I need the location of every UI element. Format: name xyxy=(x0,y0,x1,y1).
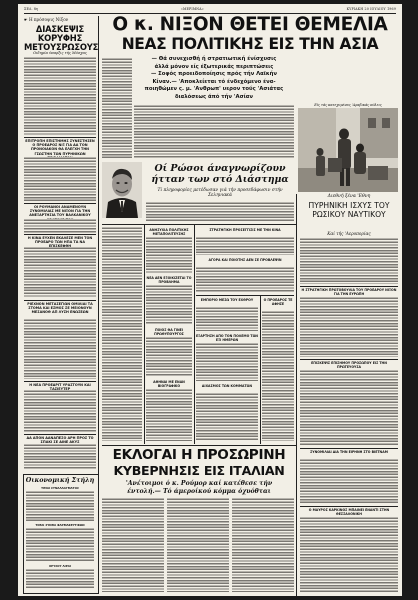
brief-body xyxy=(196,237,294,255)
divider xyxy=(300,359,398,360)
deck-line: Κίναν.— 'Αποκλείεται τό ένδεχόμενο ένα- xyxy=(152,78,276,85)
brief-headline: ΑΓΟΡΑ ΚΑΙ ΠΟΙΟΤΗΣ ΔΕΝ ΣΕ ΠΡΟΒΛΕΨΙΝ xyxy=(208,258,282,262)
lower-headline-line2: ΚΥΒΕΡΝΗΣΙΣ ΕΙΣ ΙΤΑΛΙΑΝ xyxy=(113,463,285,478)
story2-body xyxy=(24,157,96,201)
brief-headline: ΕΞΑΡΤΗΣΗ ΑΠΟ ΤΟΝ ΠΟΛΕΜΟ ΤΩΝ ΕΞΙ ΗΜΕΡΩΝ xyxy=(196,334,258,342)
brief-headline: ΣΤΡΑΤΗΓΙΚΗ ΠΡΟΣΕΓΓΙΣΙΣ ΜΕ ΤΗΝ ΚΙΝΑ xyxy=(209,228,281,232)
story3-headline: ΟΙ ΡΟΥΜΑΝΟΙ ΑΝΑΜΕΝΟΥΝ ΣΥΝΟΜΙΛΙΑΣ ΜΕ ΝΙΞΟΝ ΓΙΑ ΤΗΝ ΑΝΕΞΑΡΤΗΣΙΑ ΤΟΥ ΒΑΛΚΑΝΙΚΟΥ xyxy=(29,205,91,218)
story2-headline: ΕΠΙΤΡΟΠΗ ΕΠΙΣΤΗΜΗΣ ΣΥΝΕΣΤΗΣΕΝ Ο ΠΡΟΕΔΡΟΣ ΝΙΞ ΓΙΑ ΔΑ ΤΟΝ ΠΡΟΝΟΙΑΚΟΝ ΘΑ ΕΛΕΓΧΗ ΤΗΝ ΓΣΩΣΤΗΝ ΤΩΝ ΠΥΡΗΝΙΚΩΝ xyxy=(25,139,95,156)
main-story-body xyxy=(134,105,294,159)
right-brief-headline: ΣΥΝΟΜΙΛΙΑΙ ΔΙΑ ΤΗΝ ΕΙΡΗΝΗ ΣΤΟ ΒΙΕΤΝΑΜ xyxy=(310,450,388,454)
soviet-space-headline: Οί Ρώσοι άναγνωρίζουν ήτταν των στό Διάστημα xyxy=(151,163,289,185)
brief-body xyxy=(196,343,258,381)
page-number: ΣΕΛ. 8η xyxy=(24,7,39,11)
newspaper-page xyxy=(18,4,402,596)
lower-story-body xyxy=(232,498,294,592)
deck-line: — Θά συνεχισθή ή στρατιωτική ένίσχυσις xyxy=(151,56,277,62)
right-brief-body xyxy=(300,517,398,592)
brief-headline: ΝΕΑ ΔΕΝ ΕΞΟΙΚΙΖΕΤΑΙ ΤΟ ΠΡΟΒΛΗΜΑ xyxy=(146,276,192,284)
right-brief-headline: ΕΠΙΣΚΕΨΙΣ ΕΠΙΣΗΜΟΥ ΠΡΟΣΩΠΟΥ ΕΙΣ ΤΗΝ ΠΡΩΤΕΥΟΥΣΑ xyxy=(311,361,387,369)
brief-body xyxy=(196,307,258,331)
masthead-mini: «ΜΕΡΙΜΝΑ» xyxy=(180,7,204,11)
soviet-space-subhead: Τί πληροφορίες μετέδωσαν γιά τήν προσεδάφωσιν στήν Σεληνιακά xyxy=(157,188,283,199)
brief-headline: ΑΘΗΝΑΙ ΜΕ ΕΝΑΝ ΒΙΟΓΡΑΦΙΚΟ xyxy=(153,380,185,388)
deck-line: ποιηθώμεν ς. μ. 'Ανθρωπ' υερον τούς 'Ασιάτας xyxy=(144,86,284,93)
column-rule xyxy=(296,194,297,596)
lower-story-body xyxy=(102,498,164,592)
brief-body xyxy=(146,285,192,325)
deck-line: διαλόσεως άπό τήν 'Ασίαν xyxy=(174,93,254,100)
lower-deck-line2: έντολή.— Τό άμεροίκού κόμμα όχυόθται xyxy=(127,488,271,495)
right-brief-body xyxy=(300,297,398,357)
divider xyxy=(24,381,96,382)
naval-headline: ΠΥΡΗΝΙΚΗ ΙΣΧΥΣ ΤΟΥ ΡΩΣΙΚΟΥ ΝΑΥΤΙΚΟΥ xyxy=(308,201,390,219)
lower-deck-line1: 'Ανέτοιμοι ό κ. Ρούμορ καί κατέθεσε τήν xyxy=(125,480,273,487)
right-brief-headline: Ο ΜΑΥΡΟΣ ΚΑΡΚΙΝΟΣ ΜΠΑΙΝΕΙ ΕΝΑΝΤΙ ΣΤΗΝ ΘΕΣΣΑΛΟΝΙΚΗ xyxy=(308,508,390,516)
markets-subhead: ΤΙΜΑΙ ΣΥΝΘΑ ΦΑΡΜΑΚΕΥΤΙΚΩΝ xyxy=(35,523,85,527)
divider xyxy=(102,224,296,225)
story1-subhead: Οιδημία ύπαρξις τής Μόσχας xyxy=(33,51,87,55)
story7-headline: ΔΑ ΑΠΟΝ ΔΑΝΑΠΕΣΟ ΑΡΗ ΠΡΟΣ ΤΟ ΣΠΑΚΙ ΣΕ ΔΙΝΕ ΑΚΥΣ xyxy=(26,436,94,445)
story4-body xyxy=(24,247,96,297)
story4-headline: Η ΚΙΝΑ ΕΥΧΕΝ ΕΚΑΛΕΣΕ ΜΕΝ ΤΟΝ ΠΡΟΕΔΡΟ ΤΩΝ ΗΠΑ ΤΑ ΝΑ xyxy=(27,236,93,245)
column-rule xyxy=(194,224,195,444)
main-headline-line2: ΝΕΑΣ ΠΟΛΙΤΙΚΗΣ ΕΙΣ ΤΗΝ ΑΣΙΑ xyxy=(121,35,379,53)
markets-table xyxy=(26,491,94,521)
markets-table xyxy=(26,528,94,562)
issue-date: ΚΥΡΙΑΚΗ 20 ΙΟΥΛΙΟΥ 1969 xyxy=(346,7,396,11)
markets-title: Οικονομική Στήλη xyxy=(25,476,95,484)
column-rule xyxy=(144,224,145,444)
naval-subhead: Καί τής 'Αεροπορίας xyxy=(327,231,371,236)
street-scene-photo xyxy=(298,108,398,192)
right-brief-headline: Η ΣΤΡΑΤΗΓΙΚΗ ΠΡΩΤΟΒΟΥΛΙΑ ΤΟΥ ΠΡΟΕΔΡΟΥ ΝΙΞΟΝ ΓΙΑ ΤΗΝ ΕΥΡΩΠΗ xyxy=(301,288,397,296)
portrait-image xyxy=(102,162,142,218)
divider xyxy=(24,300,96,301)
pointing-hand-icon: ☛ xyxy=(24,17,28,22)
nixon-portrait-photo xyxy=(102,162,142,218)
divider xyxy=(24,434,96,435)
deck-line: — Σοφός προειδοποίησις πρός τήν Λαϊκήν xyxy=(150,71,278,78)
right-brief-body xyxy=(300,459,398,504)
divider xyxy=(24,137,96,138)
divider xyxy=(300,506,398,507)
brief-headline: Ο ΠΡΟΕΔΡΟΣ ΤΕ ΑΦΗΣΕ xyxy=(263,298,293,306)
brief-body xyxy=(146,237,192,273)
story3-body xyxy=(24,219,96,233)
soviet-space-body xyxy=(146,202,294,222)
brief-body xyxy=(146,389,192,441)
brief-body xyxy=(262,311,294,441)
lower-story-body xyxy=(167,498,229,592)
main-story-body xyxy=(102,58,132,158)
story7-body xyxy=(24,444,96,470)
brief-headline: ΔΙΧΑΣΜΟΣ ΤΩΝ ΚΟΜΜΑΤΩΝ xyxy=(201,384,253,388)
story5-headline: ΡΙΕΧΝΟΝ ΜΕΤΑΣΕΓΙΩΝ ΟΜΙΛΙΑΙ ΤΑ ΣΤΟΜΑ ΚΑΙ ΕΣΜΟΣ ΣΕ ΜΕΙΟΝΟΥΝ ΜΕΣΑΝΟΘ ΑΠ ΛΥΣΗ ΕΝΩΣΕΩΝ xyxy=(27,302,93,315)
story6-headline: Η ΝΕΑ ΠΡΟΕΔΡΙΤ ΥΡΑΣΤΟΥΝ ΚΑΙ xyxy=(29,383,91,387)
main-headline-line1: Ο κ. ΝΙΞΟΝ ΘΕΤΕΙ ΘΕΜΕΛΙΑ xyxy=(112,14,388,35)
photo-caption: Είς τάς κατεχομένας 'Αραβικάς πόλεις xyxy=(314,103,382,107)
brief-body xyxy=(196,393,258,441)
deck-line: άλλά μόνον είς έξωτερικάς περιπτώσεις xyxy=(154,63,274,70)
markets-subhead: ΤΙΜΑΙ ΣΥΝΑΛΛΑΓΜΑΤΟΣ xyxy=(41,486,79,490)
brief-headline: ΕΜΠΟΡΙΟ ΜΕΣΩ ΤΟΥ ΕΧΘΡΟΥ xyxy=(200,298,254,302)
brief-headline: ΠΟΙΟΣ ΘΑ ΓΙΝΕΙ ΠΡΩΘΥΠΟΥΡΓΟΣ xyxy=(154,328,184,336)
main-deck xyxy=(134,56,294,102)
folio-line xyxy=(24,7,396,14)
column-rule xyxy=(260,296,261,444)
brief-headline: ΑΝΗΣΥΧΙΑ ΠΟΛΙΤΙΚΗΣ ΜΕΤΑΠΟΛΙΤΕΥΣΗΣ xyxy=(149,228,189,236)
story6-body xyxy=(24,390,96,432)
divider xyxy=(300,448,398,449)
divider xyxy=(24,234,96,235)
divider xyxy=(102,445,296,446)
divider xyxy=(24,203,96,204)
column-rule xyxy=(98,16,99,486)
divider xyxy=(300,286,398,287)
story1-headline: ΔΙΑΣΚΕΨΙΣ ΚΟΡΥΦΗΣ ΜΕΤΟΥΣΡΩΣΟΥΣ xyxy=(24,24,99,52)
naval-kicker: Διεθνή ξένα 'Εθνη xyxy=(327,194,371,199)
markets-table xyxy=(26,569,94,589)
divider xyxy=(196,295,294,296)
brief-body xyxy=(146,337,192,377)
story1-body xyxy=(24,57,96,135)
markets-subhead: ΧΡΥΣΟΥ ΛΙΡΑΙ xyxy=(49,564,71,568)
section-tag xyxy=(24,17,96,22)
story5-body xyxy=(24,319,96,379)
brief-body xyxy=(196,267,294,293)
lower-headline-line1: ΕΚΛΟΓΑΙ Η ΠΡΟΣΩΡΙΝΗ xyxy=(112,447,286,463)
right-brief-body xyxy=(300,370,398,446)
section-tag-text: Η πρόσοψις Νίξον xyxy=(28,17,69,22)
naval-body xyxy=(300,238,398,284)
narrow-column-body xyxy=(102,227,142,441)
street-scene-image xyxy=(298,108,398,192)
